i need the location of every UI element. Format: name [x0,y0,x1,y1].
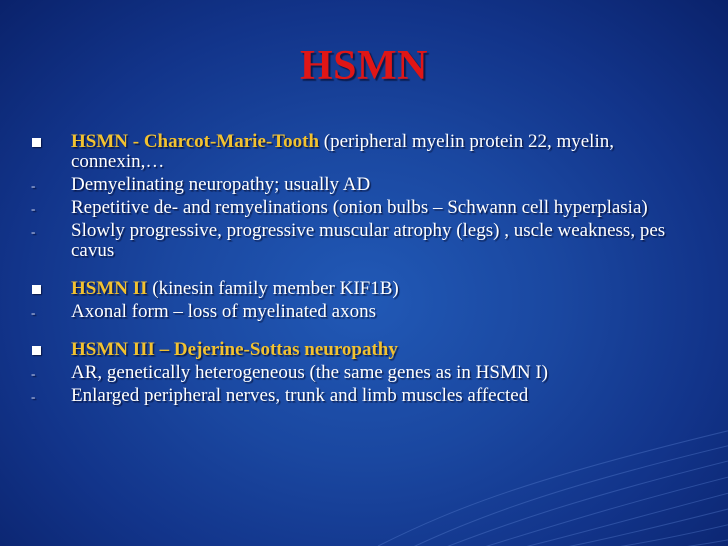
list-item [30,386,688,406]
slide-title: HSMN [300,43,428,89]
section-heading-hsmn-i [30,132,688,172]
list-item [30,363,688,383]
heading-highlight: HSMN - Charcot-Marie-Tooth [71,131,320,152]
list-item [30,302,688,322]
dash-bullet-icon: - [31,201,36,216]
heading-highlight: HSMN III – Dejerine-Sottas neuropathy [71,339,398,360]
heading-highlight: HSMN II [71,278,148,299]
list-item-text: Repetitive de- and remyelinations (onion bulbs – Schwann cell hyperplasia) [71,197,648,218]
slide-content [30,132,688,409]
list-item-text: Enlarged peripheral nerves, trunk and limb muscles affected [71,385,529,406]
dash-bullet-icon: - [31,224,36,239]
heading-detail: (kinesin family member KIF1B) [147,278,399,299]
dash-bullet-icon: - [31,366,36,381]
list-item [30,198,688,218]
list-item-text: AR, genetically heterogeneous (the same genes as in HSMN I) [71,362,548,383]
dash-bullet-icon: - [31,305,36,320]
section-heading-hsmn-ii [30,279,688,299]
list-item-text: Axonal form – loss of myelinated axons [71,301,377,322]
heading-detail: (peripheral myelin protein 22, myelin, connexin,… [71,131,614,172]
list-item-text: Demyelinating neuropathy; usually AD [71,174,371,195]
list-item [30,221,688,261]
background-swirl-decoration [368,386,728,546]
list-item-text: Slowly progressive, progressive muscular atrophy (legs) , uscle weakness, pes cavus [71,220,666,261]
dash-bullet-icon: - [31,178,36,193]
dash-bullet-icon: - [31,389,36,404]
square-bullet-icon [30,132,60,152]
square-bullet-icon [30,279,60,299]
list-item [30,175,688,195]
section-spacer [30,264,688,279]
section-spacer [30,325,688,340]
square-bullet-icon [30,340,60,360]
section-heading-hsmn-iii [30,340,688,360]
